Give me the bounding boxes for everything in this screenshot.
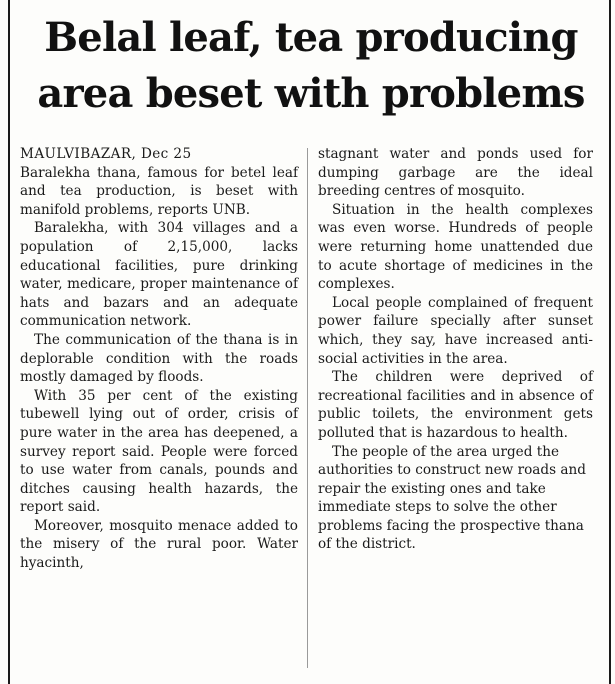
clipping-right-border — [609, 0, 611, 684]
article-right-column — [318, 145, 593, 554]
article-paragraph: The people of the area urged the authorities to construct new roads and repair the existing ones and take immediate steps to solve the other problems facing the prospective thana of the district. — [318, 443, 586, 553]
article-paragraph: With 35 per cent of the existing tubewell lying out of order, crisis of pure water in the area has deepened, a survey report said. People were forced to use water from canals, pounds and ditches causing health hazards, the report said. — [20, 387, 298, 516]
article-headline — [14, 10, 608, 122]
article-paragraph: The communication of the thana is in deplorable condition with the roads mostly damaged by floods. — [20, 331, 298, 386]
headline-line-2: area beset with problems — [37, 70, 585, 117]
article-paragraph: Baralekha thana, famous for betel leaf and tea production, is beset with manifold problems, reports UNB. — [20, 164, 298, 218]
headline-line-1: Belal leaf, tea producing — [44, 14, 578, 61]
article-paragraph: The children were deprived of recreational facilities and in absence of public toilets, the environment gets polluted that is hazardous to health. — [318, 369, 593, 441]
article-paragraph: Moreover, mosquito menace added to the misery of the rural poor. Water hyacinth, — [20, 517, 298, 572]
column-divider — [307, 148, 308, 668]
article-left-column — [20, 145, 298, 573]
clipping-left-border — [8, 0, 10, 684]
article-paragraph: Baralekha, with 304 villages and a population of 2,15,000, lacks educational facilities, pure drinking water, medicare, proper maintenance of hats and bazars and an adequate communication network. — [20, 220, 298, 330]
article-paragraph: Local people complained of frequent power failure specially after sunset which, they say, have increased anti-social activities in the area. — [318, 294, 593, 367]
article-dateline: MAULVIBAZAR, Dec 25 — [20, 146, 192, 162]
article-paragraph: stagnant water and ponds used for dumping garbage are the ideal breeding centres of mosquito. — [318, 146, 593, 200]
article-paragraph: Situation in the health complexes was even worse. Hundreds of people were returning home unattended due to acute shortage of medicines in the complexes. — [318, 201, 593, 293]
article-dateline-paragraph — [20, 145, 298, 219]
